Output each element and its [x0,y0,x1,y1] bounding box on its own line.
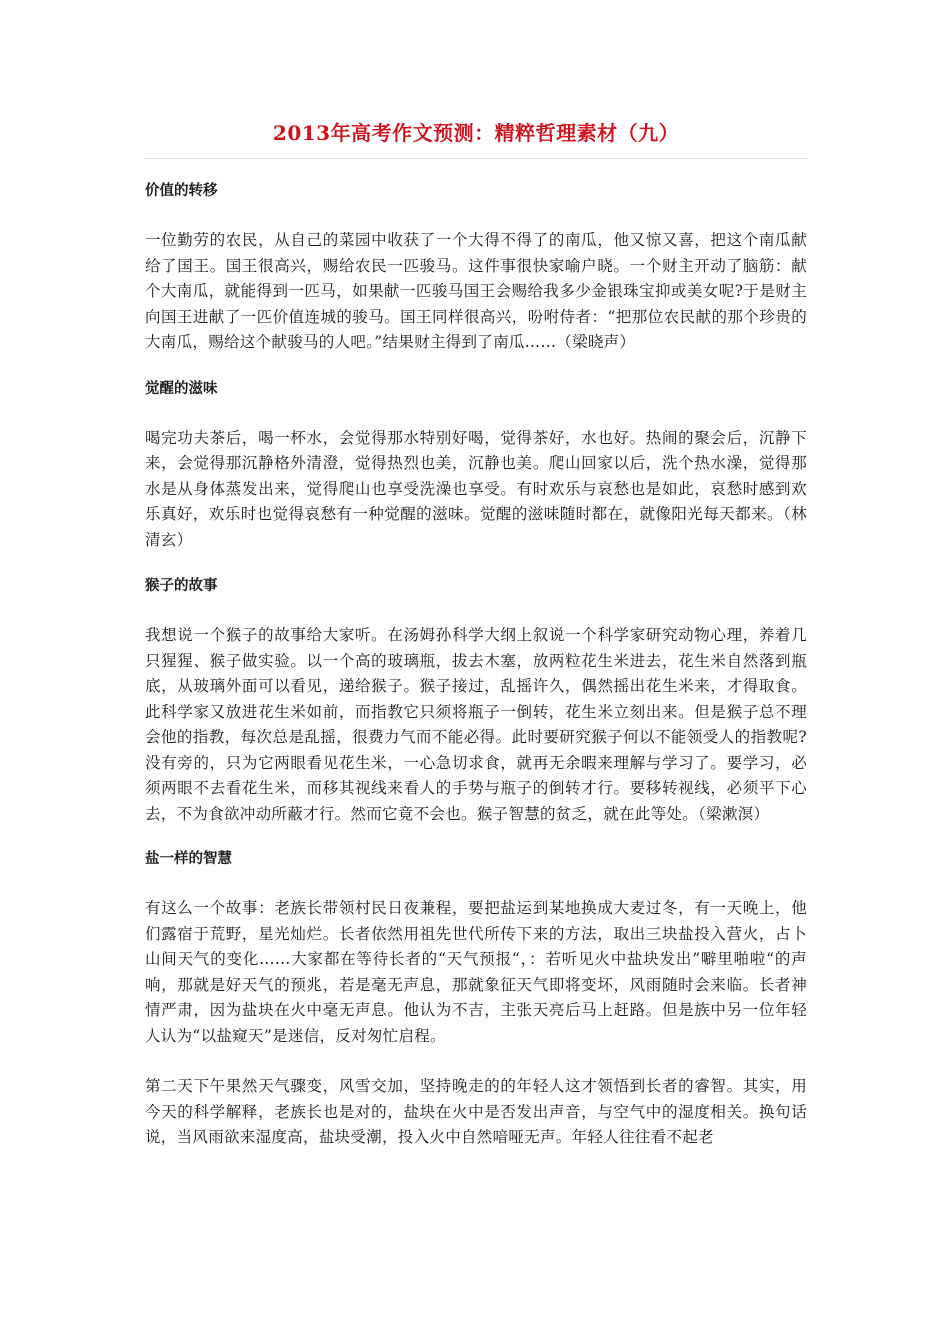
document-page [145,118,807,1176]
section-paragraph: 喝完功夫茶后，喝一杯水，会觉得那水特别好喝，觉得茶好，水也好。热闹的聚会后，沉静下来，会觉得那沉静格外清澄，觉得热烈也美，沉静也美。爬山回家以后，洗个热水澡，觉得那水是从身体蒸发出来，觉得爬山也享受洗澡也享受。有时欢乐与哀愁也是如此，哀愁时感到欢乐真好，欢乐时也觉得哀愁有一种觉醒的滋味。觉醒的滋味随时都在，就像阳光每天都来。（林清玄） [145,428,807,549]
document-title: 2013年高考作文预测：精粹哲理素材（九） [272,121,680,145]
section-paragraph: 有这么一个故事：老族长带领村民日夜兼程，要把盐运到某地换成大麦过冬，有一天晚上，他们露宿于荒野，星光灿烂。长者依然用祖先世代所传下来的方法，取出三块盐投入营火，占卜山间天气的变化……大家都在等待长者的“天气预报“，：若听见火中盐块发出”噼里啪啦“的声响，那就是好天气的预兆，若是毫无声息，那就象征天气即将变坏，风雨随时会来临。长者神情严肃，因为盐块在火中毫无声息。他认为不吉，主张天亮后马上赶路。但是族中另一位年轻人认为“以盐窥天”是迷信，反对匆忙启程。 [145,899,807,1045]
section-heading-awakening: 觉醒的滋味 [145,380,218,397]
section-paragraph: 一位勤劳的农民，从自己的菜园中收获了一个大得不得了的南瓜，他又惊又喜，把这个南瓜献给了国王。国王很高兴，赐给农民一匹骏马。这件事很快家喻户晓。一个财主开动了脑筋：献个大南瓜，就能得到一匹马，如果献一匹骏马国王会赐给我多少金银珠宝抑或美女呢?于是财主向国王进献了一匹价值连城的骏马。国王同样很高兴，吩咐侍者：“把那位农民献的那个珍贵的大南瓜，赐给这个献骏马的人吧。”结果财主得到了南瓜……（梁晓声） [145,231,807,351]
section-paragraph: 第二天下午果然天气骤变，风雪交加，坚持晚走的的年轻人这才领悟到长者的睿智。其实，用今天的科学解释，老族长也是对的，盐块在火中是否发出声音，与空气中的湿度相关。换句话说，当风雨欲来湿度高，盐块受潮，投入火中自然喑哑无声。年轻人往往看不起老 [145,1077,807,1146]
section-paragraph: 我想说一个猴子的故事给大家听。在汤姆孙科学大纲上叙说一个科学家研究动物心理，养着几只猩猩、猴子做实验。以一个高的玻璃瓶，拔去木塞，放两粒花生米进去，花生米自然落到瓶底，从玻璃外面可以看见，递给猴子。猴子接过，乱摇许久，偶然摇出花生米来，才得取食。此科学家又放进花生米如前，而指教它只须将瓶子一倒转，花生米立刻出来。但是猴子总不理会他的指教，每次总是乱摇，很费力气而不能必得。此时要研究猴子何以不能领受人的指教呢?没有旁的，只为它两眼看见花生米，一心急切求食，就再无余暇来理解与学习了。要学习，必须两眼不去看花生米，而移其视线来看人的手势与瓶子的倒转才行。要移转视线，必须平下心去，不为食欲冲动所蔽才行。然而它竟不会也。猴子智慧的贫乏，就在此等处。（梁漱溟） [145,626,807,823]
section-heading-value-transfer: 价值的转移 [145,183,218,199]
title-divider [145,158,807,159]
section-heading-salt-wisdom: 盐一样的智慧 [145,851,232,867]
section-heading-monkey-story: 猴子的故事 [145,578,218,594]
